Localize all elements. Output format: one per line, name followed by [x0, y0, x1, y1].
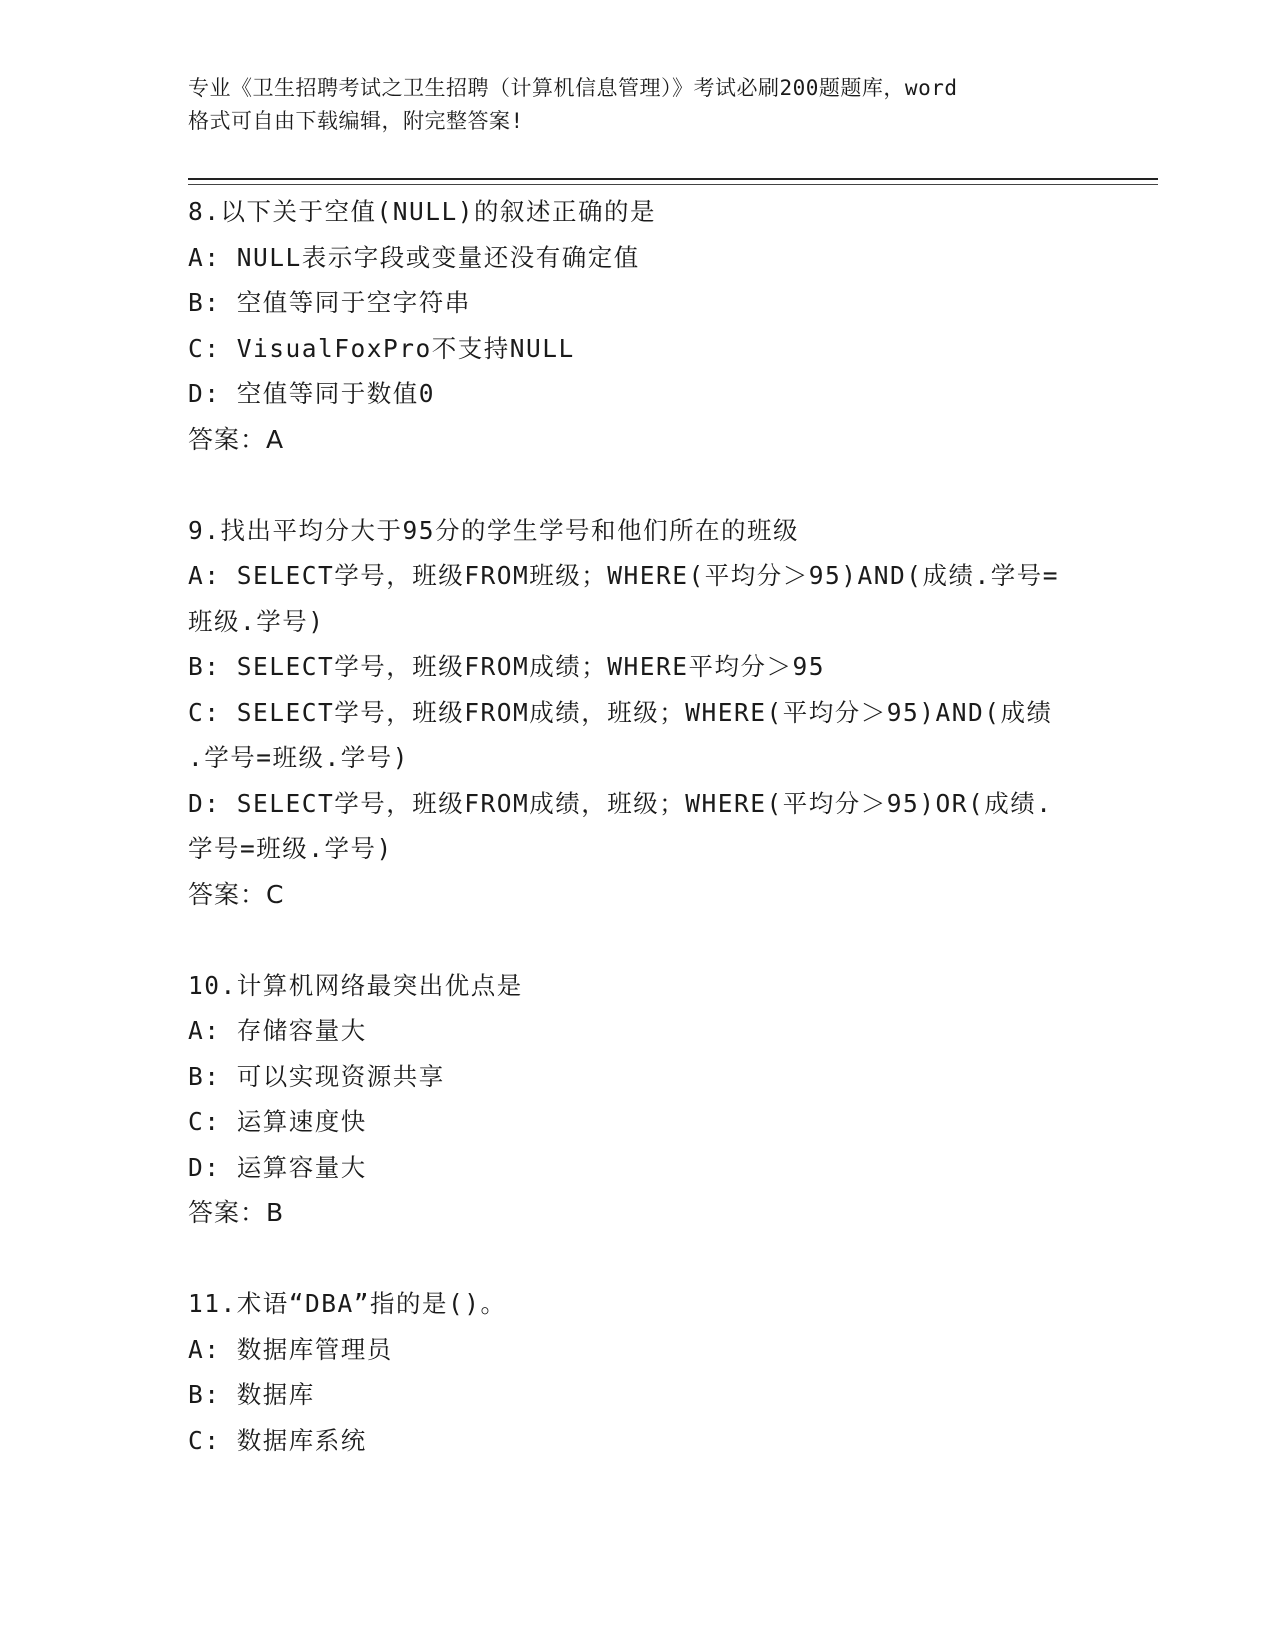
option-a: A: NULL表示字段或变量还没有确定值 — [188, 242, 640, 272]
answer-label: 答案：A — [188, 424, 285, 454]
option-b: B: 空值等同于空字符串 — [188, 288, 471, 317]
answer-label: 答案：C — [188, 879, 285, 909]
option-d: D: 运算容量大 — [188, 1152, 367, 1182]
question-block-8 — [188, 189, 1088, 508]
option-a: A: 数据库管理员 — [188, 1334, 393, 1364]
question-block-9 — [188, 508, 1088, 963]
option-b: B: 数据库 — [188, 1380, 315, 1409]
option-b: B: SELECT学号，班级FROM成绩；WHERE平均分＞95 — [188, 652, 826, 681]
question-title: 8.以下关于空值(NULL)的叙述正确的是 — [188, 197, 657, 226]
option-b: B: 可以实现资源共享 — [188, 1061, 445, 1091]
header-divider-thin — [188, 184, 1158, 185]
option-c: C: 数据库系统 — [188, 1425, 367, 1455]
question-list — [188, 189, 1088, 1463]
question-title: 11.术语“DBA”指的是()。 — [188, 1289, 507, 1318]
question-title: 9.找出平均分大于95分的学生学号和他们所在的班级 — [188, 515, 799, 545]
question-block-11 — [188, 1281, 1088, 1463]
answer-label: 答案：B — [188, 1198, 285, 1227]
option-c: C: VisualFoxPro不支持NULL — [188, 333, 575, 363]
option-c: C: SELECT学号，班级FROM成绩，班级；WHERE(平均分＞95)AND(成绩 — [188, 697, 1053, 727]
spacer — [188, 1236, 1088, 1282]
option-c: C: 运算速度快 — [188, 1107, 367, 1136]
option-a: A: SELECT学号，班级FROM班级；WHERE(平均分＞95)AND(成绩.学号= — [188, 561, 1060, 590]
spacer — [188, 917, 1088, 963]
option-d: D: SELECT学号，班级FROM成绩，班级；WHERE(平均分＞95)OR(成绩. — [188, 788, 1053, 818]
option-a: A: 存储容量大 — [188, 1016, 367, 1045]
option-d: D: 空值等同于数值0 — [188, 379, 436, 408]
question-block-10 — [188, 963, 1088, 1282]
option-a-continued: 班级.学号) — [188, 606, 325, 636]
option-d-continued: 学号=班级.学号) — [188, 834, 393, 863]
document-header — [188, 72, 1088, 138]
question-title: 10.计算机网络最突出优点是 — [188, 970, 523, 1000]
header-line-2: 格式可自由下载编辑，附完整答案! — [188, 109, 524, 133]
header-divider-thick — [188, 178, 1158, 180]
spacer — [188, 462, 1088, 508]
header-line-1: 专业《卫生招聘考试之卫生招聘（计算机信息管理）》考试必刷200题题库，word — [188, 76, 958, 100]
option-c-continued: .学号=班级.学号) — [188, 743, 410, 772]
